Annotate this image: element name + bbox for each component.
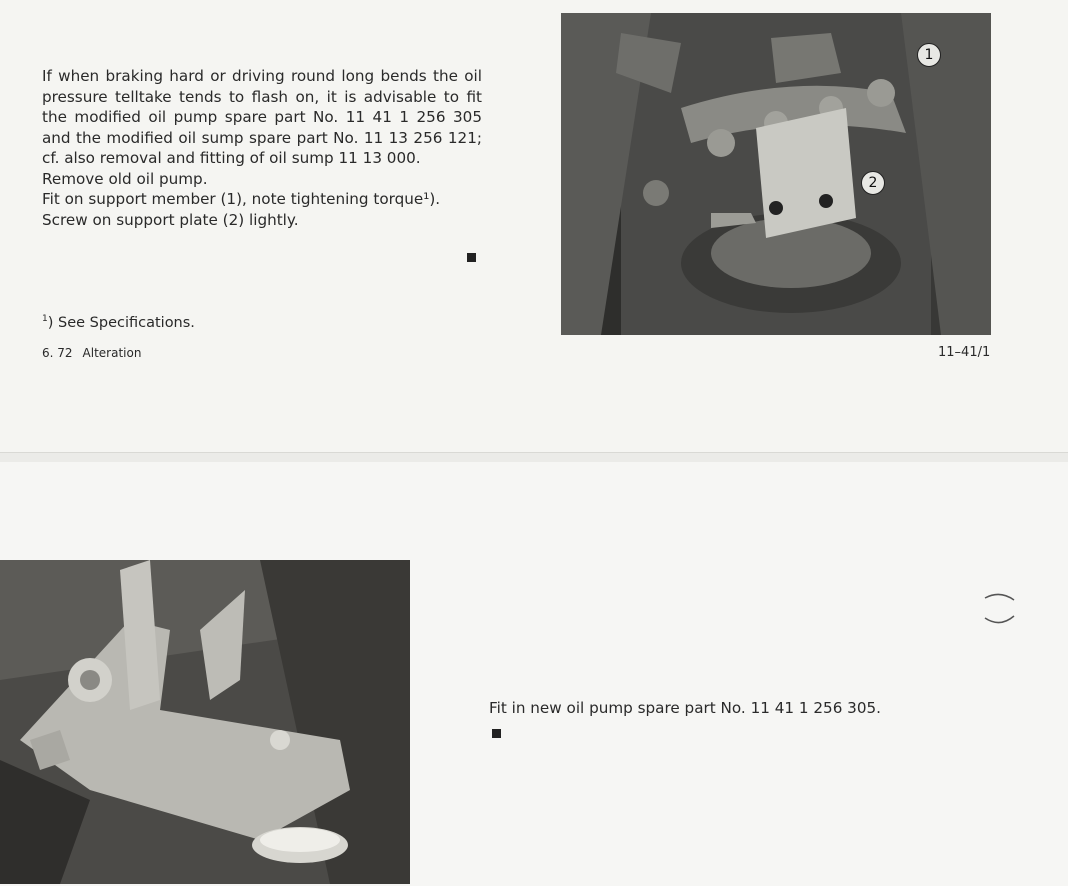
- footer-left: [42, 346, 141, 360]
- edition-label: Alteration: [82, 346, 142, 360]
- edition-date: 6. 72: [42, 346, 73, 360]
- oil-pump-illustration: [0, 560, 410, 884]
- end-of-section-icon: [492, 729, 501, 738]
- step-fit-support: Fit on support member (1), note tightening torque¹).: [42, 190, 441, 208]
- footnote-marker: 1: [42, 314, 48, 324]
- end-of-section-icon: [467, 253, 476, 262]
- page-number: 11–41/1: [938, 345, 991, 360]
- callout-2-icon: 2: [861, 171, 885, 195]
- footnote: [42, 314, 195, 331]
- instruction-text: [42, 66, 482, 230]
- margin-mark-icon: [980, 588, 1020, 628]
- caption-text: Fit in new oil pump spare part No. 11 41 1 256 305.: [489, 699, 881, 717]
- step-screw-plate: Screw on support plate (2) lightly.: [42, 210, 299, 229]
- step-remove-pump: Remove old oil pump.: [42, 169, 208, 188]
- oil-pump-photo: [0, 560, 410, 884]
- footnote-text: ) See Specifications.: [47, 314, 195, 331]
- intro-paragraph: If when braking hard or driving round long bends the oil pressure telltake tends to flash on, it is advisable to fit the modified oil pump spare part No. 11 41 1 256 305 and the modified oil sump spare part No. 11 13 256 121; cf. also removal and fitting of oil sump 11 13 000.: [42, 67, 482, 167]
- callout-1-icon: 1: [917, 43, 941, 67]
